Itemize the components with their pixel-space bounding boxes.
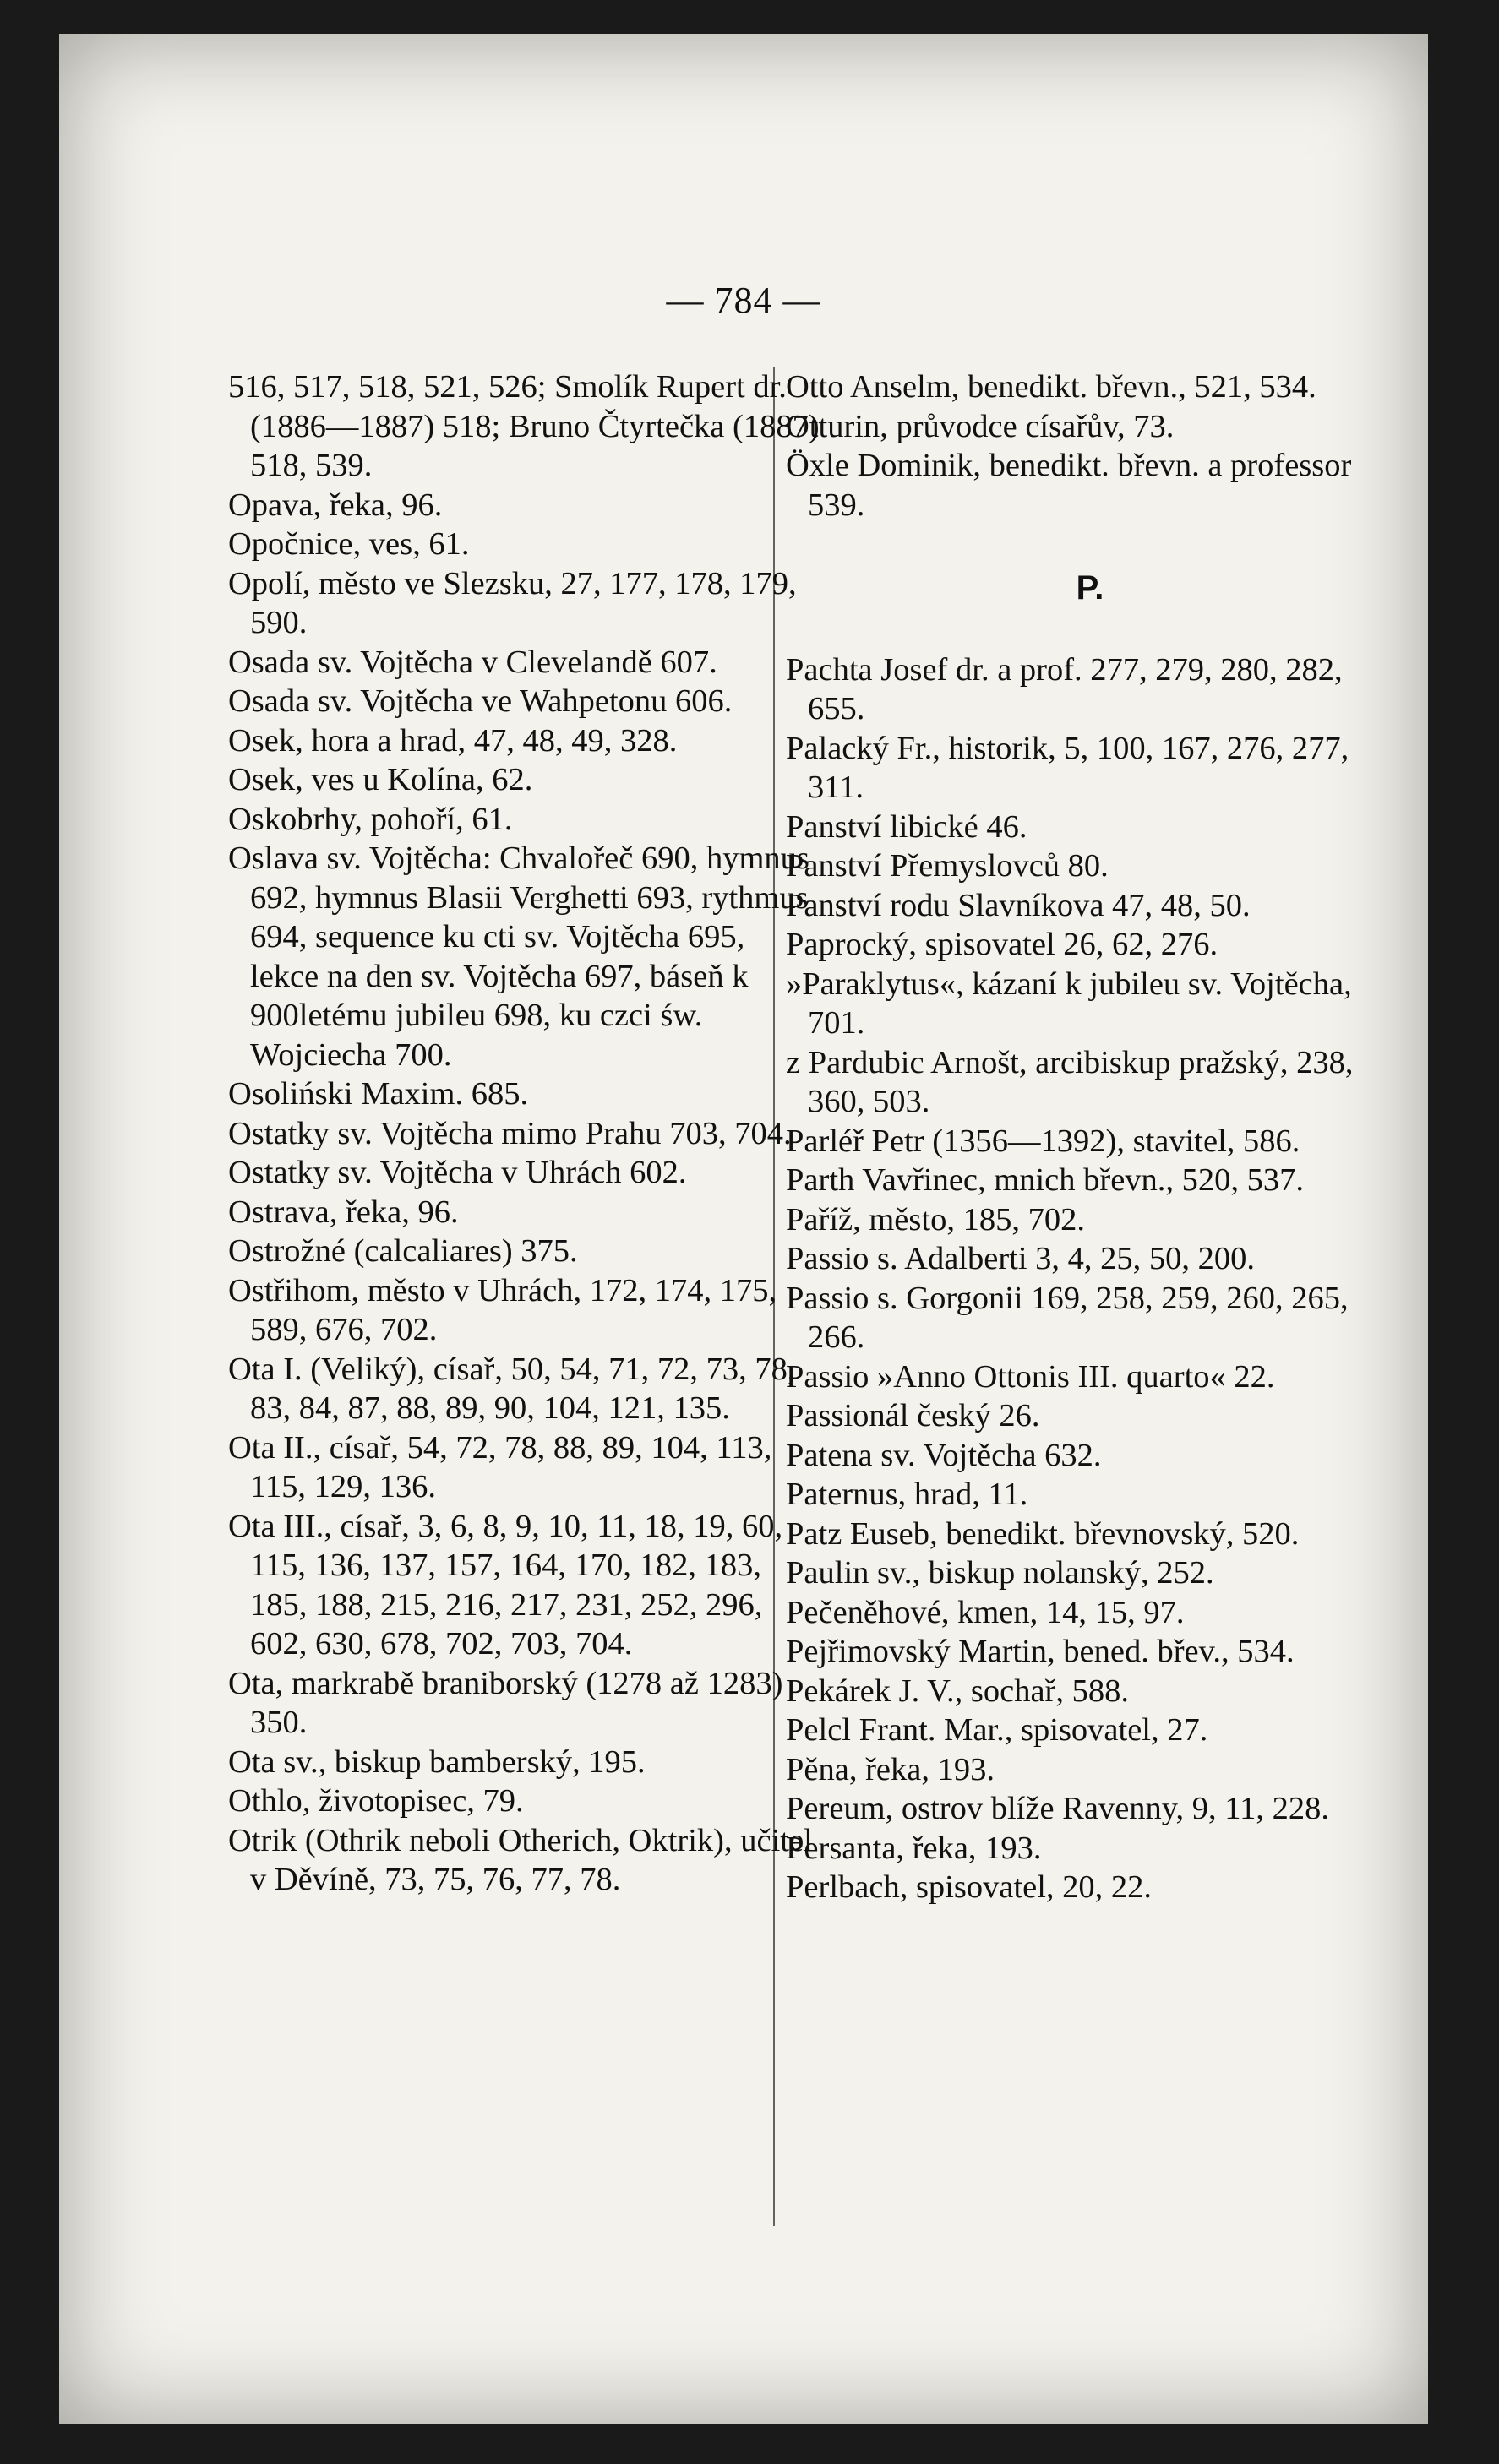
index-entry: Ota sv., biskup bamberský, 195.	[228, 1743, 646, 1780]
index-entry: Ota II., císař, 54, 72, 78, 88, 89, 104, 113, 115, 129, 136.	[228, 1429, 772, 1504]
index-entry: Passio s. Adalberti 3, 4, 25, 50, 200.	[786, 1241, 1256, 1276]
index-entry: Ostrava, řeka, 96.	[228, 1194, 459, 1230]
index-entry: Parth Vavřinec, mnich břevn., 520, 537.	[786, 1162, 1305, 1198]
index-entry: Otturin, průvodce císařův, 73.	[786, 408, 1175, 444]
index-entry: »Paraklytus«, kázaní k jubileu sv. Vojtěcha, 701.	[786, 965, 1352, 1041]
index-entry: Patena sv. Vojtěcha 632.	[786, 1437, 1102, 1473]
page-number: — 784 —	[666, 280, 821, 321]
index-entry: Ota, markrabě braniborský (1278 až 1283) 350.	[228, 1665, 783, 1740]
index-entry: Otrik (Othrik neboli Otherich, Oktrik), učitel v Děvíně, 73, 75, 76, 77, 78.	[228, 1822, 813, 1897]
index-entry: Passionál český 26.	[786, 1398, 1040, 1433]
index-entry: Panství libické 46.	[786, 808, 1027, 845]
right-column	[786, 367, 1394, 1907]
index-entry: Pachta Josef dr. a prof. 277, 279, 280, 282, 655.	[786, 651, 1343, 726]
index-entry: Palacký Fr., historik, 5, 100, 167, 276, 277, 311.	[786, 730, 1349, 805]
index-entry: 516, 517, 518, 521, 526; Smolík Rupert dr. (1886—1887) 518; Bruno Čtyrtečka (1887) 518, 539.	[228, 369, 820, 483]
index-entry: Ostatky sv. Vojtěcha mimo Prahu 703, 704.	[228, 1115, 792, 1151]
index-entry: Perlbach, spisovatel, 20, 22.	[786, 1869, 1153, 1905]
index-entry: Opava, řeka, 96.	[228, 487, 443, 523]
index-entry: Opolí, město ve Slezsku, 27, 177, 178, 179, 590.	[228, 565, 797, 640]
index-entry: Ota I. (Veliký), císař, 50, 54, 71, 72, 73, 78, 83, 84, 87, 88, 89, 90, 104, 121, 135.	[228, 1351, 796, 1426]
index-entry: Passio »Anno Ottonis III. quarto« 22.	[786, 1358, 1275, 1395]
index-entry: Ostatky sv. Vojtěcha v Uhrách 602.	[228, 1155, 687, 1190]
index-entry: Ostřihom, město v Uhrách, 172, 174, 175, 589, 676, 702.	[228, 1272, 777, 1347]
index-entry: Osek, ves u Kolína, 62.	[228, 762, 533, 797]
index-entry: Pěna, řeka, 193.	[786, 1751, 995, 1787]
index-entry: Osada sv. Vojtěcha ve Wahpetonu 606.	[228, 683, 733, 719]
index-entry: Persanta, řeka, 193.	[786, 1830, 1042, 1866]
index-entry: Oslava sv. Vojtěcha: Chvalořeč 690, hymnus 692, hymnus Blasii Verghetti 693, rythmus 694, sequence ku cti sv. Vojtěcha 695, lekce na den sv. Vojtěcha 697, báseň k 900letému jubileu 698, ku czci św. Wojciecha 700.	[228, 840, 809, 1073]
index-entry: Ostrožné (calcaliares) 375.	[228, 1233, 578, 1269]
index-entry: Pečeněhové, kmen, 14, 15, 97.	[786, 1594, 1185, 1630]
index-entry: Opočnice, ves, 61.	[228, 526, 470, 562]
index-entry: Passio s. Gorgonii 169, 258, 259, 260, 265, 266.	[786, 1280, 1349, 1355]
index-entry: z Pardubic Arnošt, arcibiskup pražský, 238, 360, 503.	[786, 1044, 1354, 1119]
index-entry: Paprocký, spisovatel 26, 62, 276.	[786, 927, 1218, 962]
book-page	[59, 34, 1428, 2424]
index-entry: Patz Euseb, benedikt. břevnovský, 520.	[786, 1515, 1300, 1552]
index-entry: Osada sv. Vojtěcha v Clevelandě 607.	[228, 644, 717, 680]
index-entry: Osek, hora a hrad, 47, 48, 49, 328.	[228, 722, 678, 759]
index-entry: Othlo, životopisec, 79.	[228, 1783, 524, 1819]
index-entry: Pereum, ostrov blíže Ravenny, 9, 11, 228.	[786, 1791, 1329, 1826]
index-entry: Oskobrhy, pohoří, 61.	[228, 801, 513, 837]
index-entry: Pejřimovský Martin, bened. břev., 534.	[786, 1634, 1295, 1669]
left-column	[228, 367, 820, 1900]
index-entry: Osoliński Maxim. 685.	[228, 1076, 529, 1112]
index-entry: Pekárek J. V., sochař, 588.	[786, 1673, 1129, 1709]
index-entry: Panství rodu Slavníkova 47, 48, 50.	[786, 887, 1251, 923]
index-entry: Parléř Petr (1356—1392), stavitel, 586.	[786, 1123, 1300, 1159]
section-heading: P.	[1076, 569, 1104, 606]
index-entry: Pelcl Frant. Mar., spisovatel, 27.	[786, 1712, 1208, 1748]
index-entry: Panství Přemyslovců 80.	[786, 848, 1109, 884]
index-entry: Öxle Dominik, benedikt. břevn. a professor 539.	[786, 448, 1352, 523]
index-entry: Paulin sv., biskup nolanský, 252.	[786, 1555, 1214, 1591]
index-entry: Otto Anselm, benedikt. břevn., 521, 534.	[786, 369, 1316, 405]
index-entry: Paternus, hrad, 11.	[786, 1477, 1028, 1512]
index-entry: Ota III., císař, 3, 6, 8, 9, 10, 11, 18, 19, 60, 115, 136, 137, 157, 164, 170, 182, 183, 185, 188, 215, 216, 217, 231, 252, 296, 602, 630, 678, 702, 703, 704.	[228, 1508, 783, 1662]
index-entry: Paříž, město, 185, 702.	[786, 1201, 1085, 1237]
